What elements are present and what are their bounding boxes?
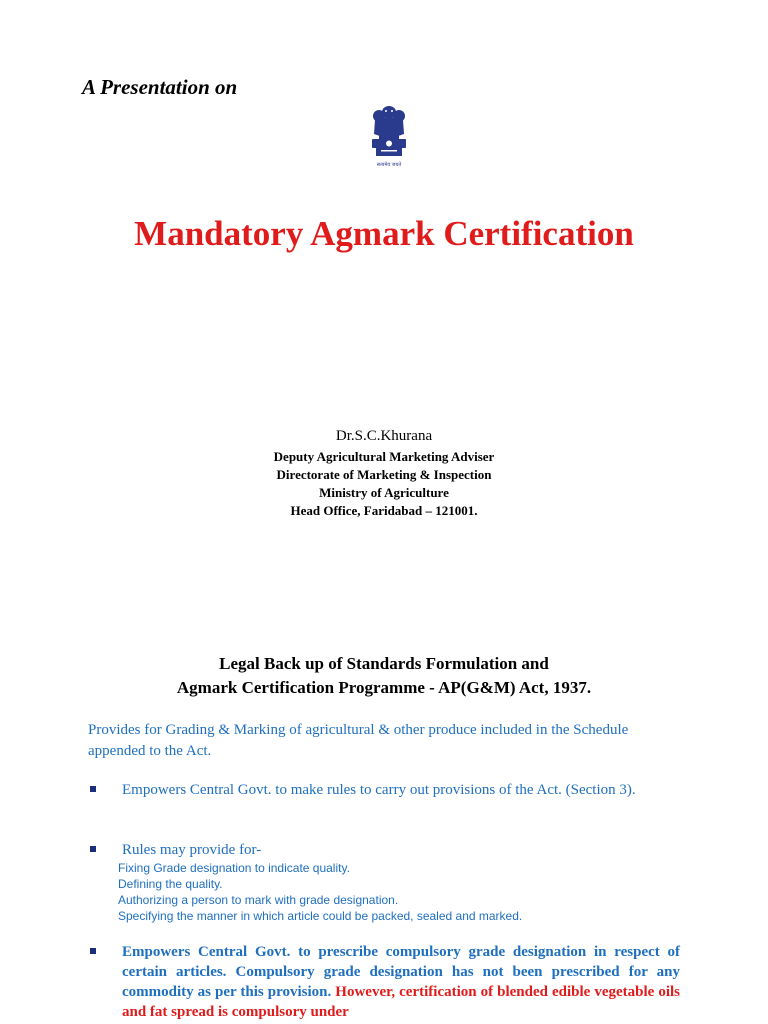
bullet-item bbox=[90, 840, 680, 924]
national-emblem-icon bbox=[366, 102, 412, 172]
sub-item: Specifying the manner in which article could be packed, sealed and marked. bbox=[118, 909, 523, 923]
bullet-square-icon bbox=[90, 786, 96, 792]
bullet-text: Rules may provide for- bbox=[122, 842, 262, 858]
sub-item: Defining the quality. bbox=[118, 877, 223, 891]
bullet-text-main: Empowers Central Govt. to prescribe compulsory grade designation in respect of certain articles. Compulsory grade designation has not been prescribed for any commodity as per this provision. bbox=[122, 944, 680, 1000]
presentation-intro: A Presentation on bbox=[82, 75, 238, 99]
bullet-text bbox=[122, 942, 680, 1022]
author-name: Dr.S.C.Khurana bbox=[335, 428, 433, 444]
presentation-title: Mandatory Agmark Certification bbox=[134, 214, 634, 253]
author-ministry: Ministry of Agriculture bbox=[319, 485, 449, 500]
emblem-motto: सत्यमेव जयते bbox=[376, 162, 402, 168]
bullet-text: Empowers Central Govt. to make rules to carry out provisions of the Act. (Section 3). bbox=[122, 782, 636, 798]
author-designation: Deputy Agricultural Marketing Adviser bbox=[273, 449, 495, 464]
author-office: Head Office, Faridabad – 121001. bbox=[290, 503, 478, 518]
section-heading bbox=[0, 652, 768, 700]
bullet-item bbox=[90, 780, 680, 800]
sub-item: Authorizing a person to mark with grade designation. bbox=[118, 893, 399, 907]
section-heading-line-2: Agmark Certification Programme - AP(G&M) Act, 1937. bbox=[176, 678, 592, 697]
bullet-square-icon bbox=[90, 846, 96, 852]
bullet-square-icon bbox=[90, 948, 96, 954]
author-block bbox=[0, 428, 768, 520]
sub-item: Fixing Grade designation to indicate quality. bbox=[118, 861, 350, 875]
bullet-text-highlight: However, certification of blended edible vegetable oils and fat spread is compulsory under bbox=[122, 984, 680, 1020]
bullet-item bbox=[90, 942, 680, 1022]
author-directorate: Directorate of Marketing & Inspection bbox=[276, 467, 492, 482]
section-heading-line-1: Legal Back up of Standards Formulation and bbox=[219, 654, 549, 673]
section-intro-paragraph: Provides for Grading & Marking of agricultural & other produce included in the Schedule appended to the Act. bbox=[88, 722, 629, 759]
